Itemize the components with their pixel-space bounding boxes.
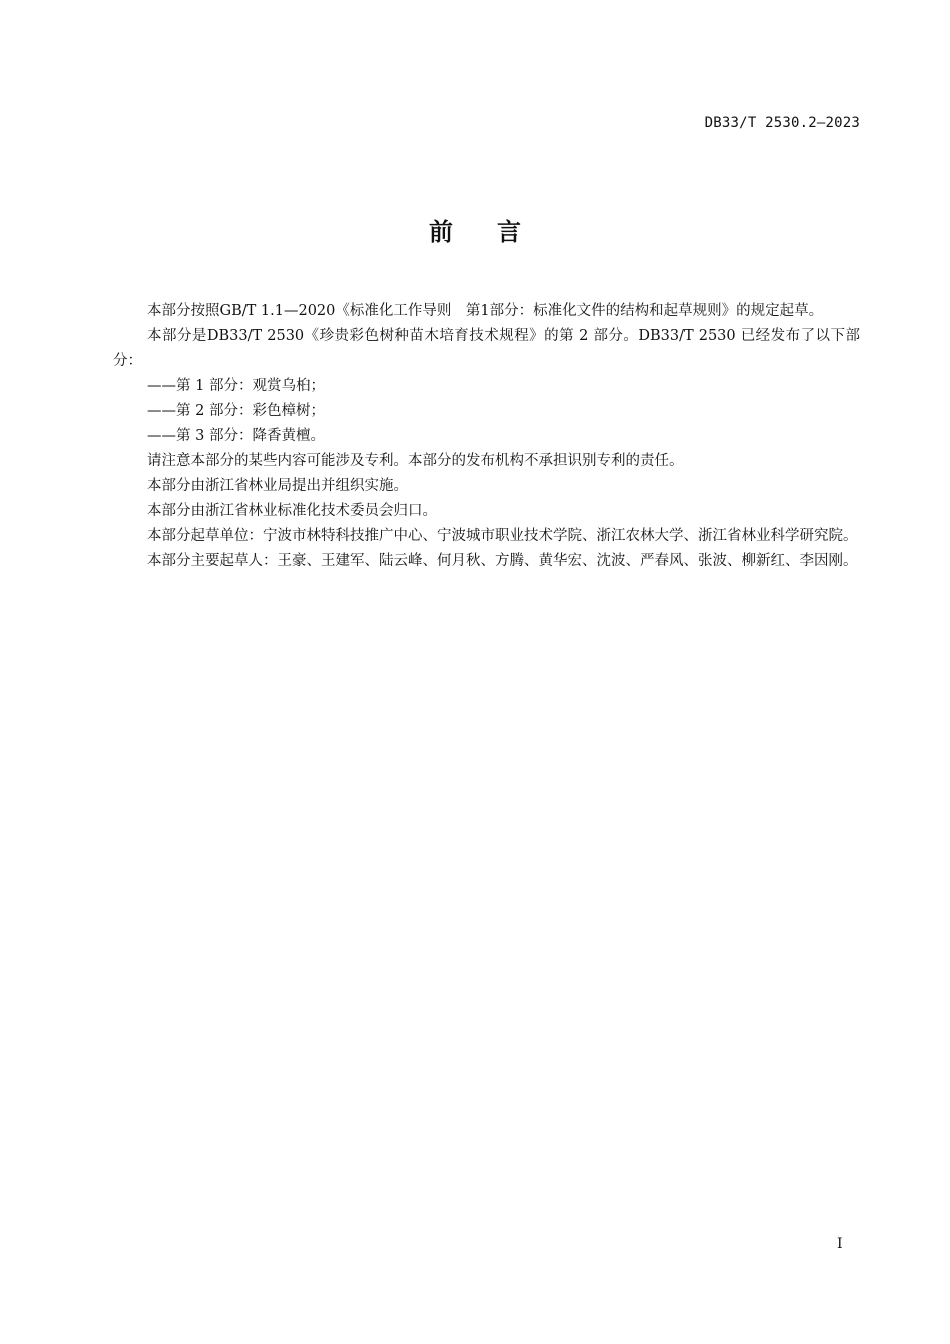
list-item-part-1: ——第 1 部分：观赏乌桕；	[147, 378, 325, 394]
document-code: DB33/T 2530.2—2023	[704, 115, 860, 131]
page-number: I	[837, 1236, 843, 1252]
paragraph-series-parts: 本部分是DB33/T 2530《珍贵彩色树种苗木培育技术规程》的第 2 部分。DB33/T 2530 已经发布了以下部分：	[113, 328, 860, 369]
paragraph-drafting-rules: 本部分按照GB/T 1.1—2020《标准化工作导则 第1部分：标准化文件的结构和起草规则》的规定起草。	[147, 303, 824, 319]
list-item-part-3: ——第 3 部分：降香黄檀。	[147, 428, 325, 444]
paragraph-committee: 本部分由浙江省林业标准化技术委员会归口。	[147, 503, 437, 519]
paragraph-drafting-units: 本部分起草单位：宁波市林特科技推广中心、宁波城市职业技术学院、浙江农林大学、浙江省林业科学研究院。	[147, 528, 858, 544]
paragraph-proposer: 本部分由浙江省林业局提出并组织实施。	[147, 478, 408, 494]
paragraph-drafters: 本部分主要起草人：王豪、王建军、陆云峰、何月秋、方腾、黄华宏、沈波、严春风、张波、柳新红、李因刚。	[147, 553, 858, 569]
page-title: 前言	[429, 218, 565, 246]
paragraph-patent-notice: 请注意本部分的某些内容可能涉及专利。本部分的发布机构不承担识别专利的责任。	[147, 453, 684, 469]
list-item-part-2: ——第 2 部分：彩色樟树；	[147, 403, 325, 419]
foreword-body	[113, 299, 860, 574]
